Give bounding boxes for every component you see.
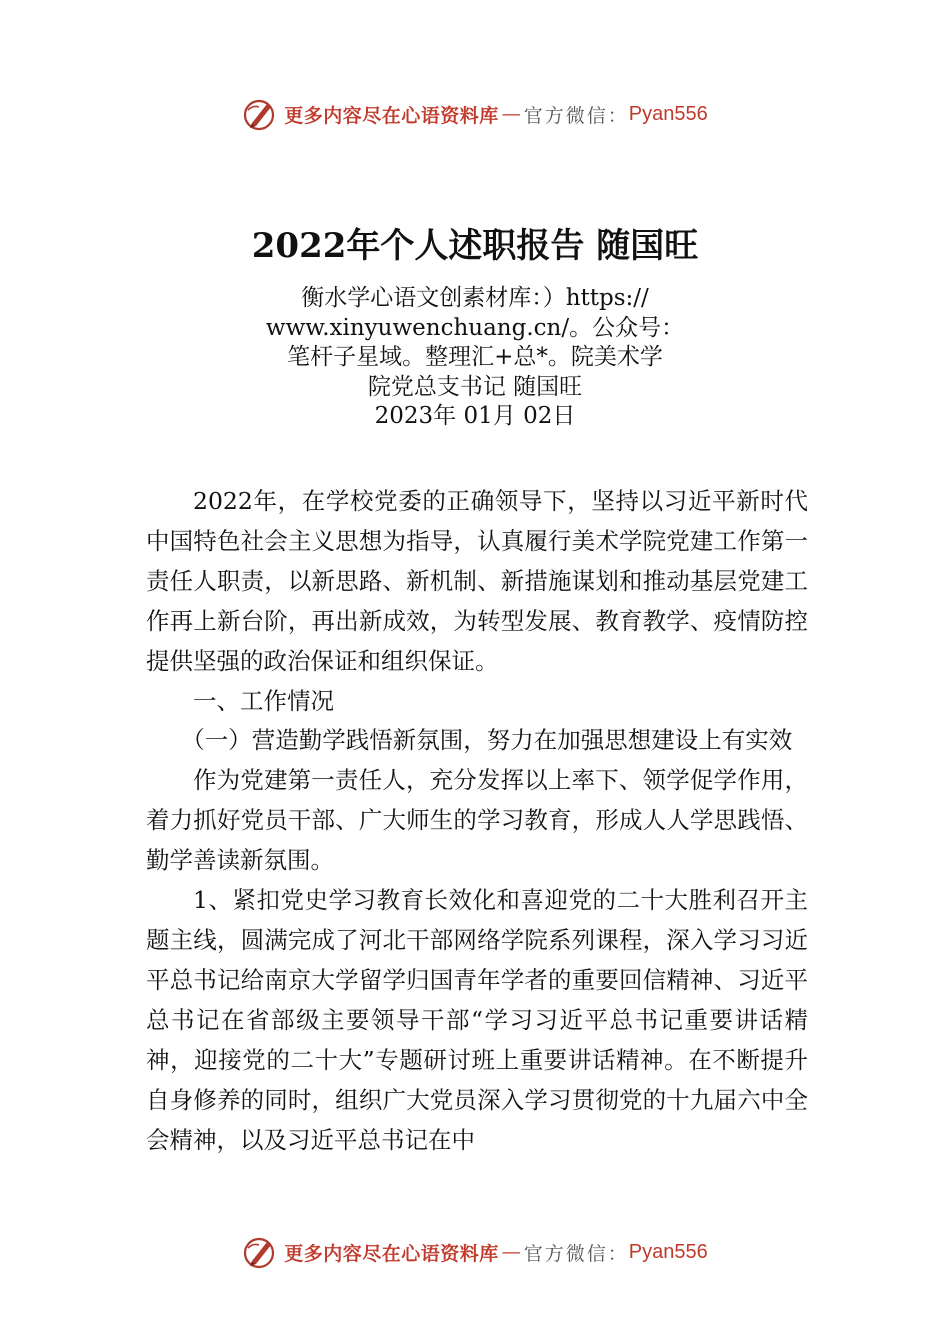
pen-logo-icon [242,1234,278,1270]
banner-main-text: 更多内容尽在心语资料库 [284,104,499,127]
document-title: 2022年个人述职报告 随国旺 [251,226,699,266]
subtitle-line: 衡水学心语文创素材库：）https:// [301,285,649,311]
document-subtitle [230,284,720,432]
body-paragraph: 2022年，在学校党委的正确领导下，坚持以习近平新时代中国特色社会主义思想为指导，认真履行美术学院党建工作第一责任人职责，以新思路、新机制、新措施谋划和推动基层党建工作再上新台阶，再出新成效，为转型发展、教育教学、疫情防控提供坚强的政治保证和组织保证。 [146,487,808,675]
document-body [146,482,808,1160]
banner-separator: — [501,103,521,125]
subsection-heading: （一）营造勤学践悟新氛围，努力在加强思想建设上有实效 [181,726,793,755]
subtitle-line: 笔杆子星域。整理汇+总*。院美术学 [287,344,663,370]
subtitle-line: www.xinyuwenchuang.cn/。公众号： [265,314,685,341]
footer-banner [0,1232,950,1272]
subtitle-date: 2023年 01月 02日 [374,403,576,429]
banner-main-text: 更多内容尽在心语资料库 [284,1242,499,1265]
section-heading: 一、工作情况 [193,686,334,715]
banner-account: Pyan556 [628,102,708,125]
banner-label: 官方微信： [523,104,629,127]
pen-logo-icon [242,96,278,132]
body-paragraph: 作为党建第一责任人，充分发挥以上率下、领学促学作用，着力抓好党员干部、广大师生的学习教育，形成人人学思践悟、勤学善读新氛围。 [146,766,808,875]
subtitle-line: 院党总支书记 随国旺 [367,373,583,400]
banner-label: 官方微信： [523,1242,629,1265]
body-paragraph: 1、紧扣党史学习教育长效化和喜迎党的二十大胜利召开主题主线，圆满完成了河北干部网络学院系列课程，深入学习习近平总书记给南京大学留学归国青年学者的重要回信精神、习近平总书记在省部级主要领导干部“学习习近平总书记重要讲话精神，迎接党的二十大”专题研讨班上重要讲话精神。在不断提升自身修养的同时，组织广大党员深入学习贯彻党的十九届六中全会精神，以及习近平总书记在中 [146,886,808,1154]
banner-separator: — [501,1241,521,1263]
banner-account: Pyan556 [628,1240,708,1263]
header-banner [0,94,950,134]
